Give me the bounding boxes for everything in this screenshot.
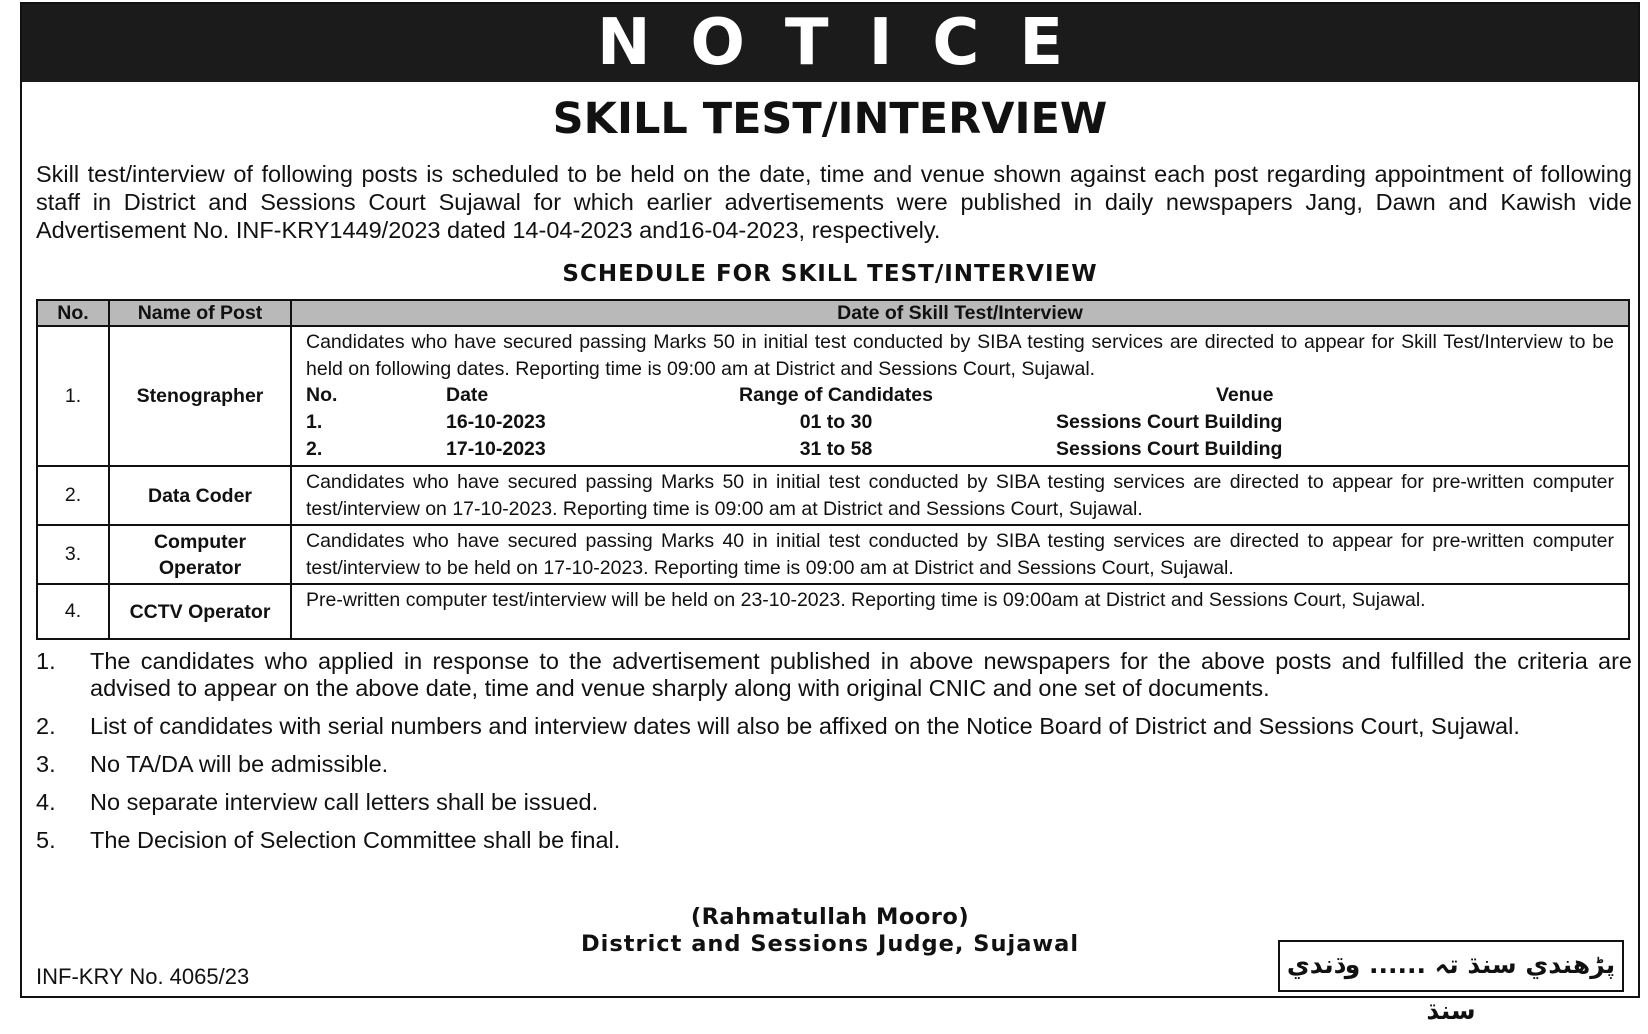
header-no: No. bbox=[37, 300, 109, 326]
note-number: 4. bbox=[36, 789, 56, 815]
table-row bbox=[37, 326, 1629, 466]
sub-header-venue: Venue bbox=[1216, 384, 1274, 406]
sub-schedule-row bbox=[306, 436, 1614, 463]
sub-header-range: Range of Candidates bbox=[739, 384, 933, 406]
note-number: 3. bbox=[36, 751, 56, 777]
slogan-stamp: پڑهندي سنڌ تہ ...... وڌندي سنڌ bbox=[1278, 940, 1624, 992]
note-text: No TA/DA will be admissible. bbox=[90, 751, 389, 777]
page-title: SKILL TEST/INTERVIEW bbox=[552, 94, 1108, 144]
signatory-name: (Rahmatullah Mooro) bbox=[690, 904, 970, 930]
row-description: Candidates who have secured passing Marks 40 in initial test conducted by SIBA testing services are directed to appear for pre-written computer test/interview to be held on 17-10-2023. Reporting time is 09:00 am at District and Sessions Court, Sujawal. bbox=[291, 525, 1629, 584]
sub-row-no: 2. bbox=[306, 438, 323, 460]
row-post: Stenographer bbox=[109, 326, 291, 466]
row-no: 2. bbox=[37, 466, 109, 525]
sub-row-date: 16-10-2023 bbox=[446, 411, 546, 433]
row-no: 4. bbox=[37, 584, 109, 639]
row-no: 3. bbox=[37, 525, 109, 584]
row-description bbox=[291, 326, 1629, 466]
reference-number: INF-KRY No. 4065/23 bbox=[36, 964, 250, 989]
intro-paragraph: Skill test/interview of following posts is scheduled to be held on the date, time and venue shown against each post regarding appointment of following staff in District and Sessions Court Sujawal for which earlier advertisements were published in daily newspapers Jang, Dawn and Kawish vide Advertisement No. INF-KRY1449/2023 dated 14-04-2023 and16-04-2023, respectively. bbox=[36, 161, 1632, 243]
sub-row-no: 1. bbox=[306, 411, 323, 433]
note-number: 5. bbox=[36, 827, 56, 853]
sub-schedule-row bbox=[306, 409, 1614, 436]
sub-row-venue: Sessions Court Building bbox=[1056, 438, 1283, 460]
row-post: Computer Operator bbox=[109, 525, 291, 584]
row-post: CCTV Operator bbox=[109, 584, 291, 639]
header-post: Name of Post bbox=[109, 300, 291, 326]
sub-row-range: 01 to 30 bbox=[799, 411, 873, 433]
table-header-row bbox=[37, 300, 1629, 326]
signatory-designation: District and Sessions Judge, Sujawal bbox=[580, 931, 1080, 957]
sub-header-no: No. bbox=[306, 384, 338, 406]
row-no: 1. bbox=[37, 326, 109, 466]
table-row bbox=[37, 466, 1629, 525]
note-number: 1. bbox=[36, 648, 56, 674]
note-text: The Decision of Selection Committee shall be final. bbox=[90, 827, 621, 853]
header-date: Date of Skill Test/Interview bbox=[291, 300, 1629, 326]
list-item bbox=[36, 789, 1632, 816]
sub-header-date: Date bbox=[446, 384, 489, 406]
row-description: Candidates who have secured passing Marks 50 in initial test conducted by SIBA testing services are directed to appear for pre-written computer test/interview on 17-10-2023. Reporting time is 09:00 am at District and Sessions Court, Sujawal. bbox=[291, 466, 1629, 525]
sub-row-venue: Sessions Court Building bbox=[1056, 411, 1283, 433]
schedule-table bbox=[36, 299, 1630, 640]
row-description: Pre-written computer test/interview will be held on 23-10-2023. Reporting time is 09:00am at District and Sessions Court, Sujawal. bbox=[291, 584, 1629, 639]
table-row bbox=[37, 584, 1629, 639]
schedule-title: SCHEDULE FOR SKILL TEST/INTERVIEW bbox=[562, 261, 1098, 287]
row-post: Data Coder bbox=[109, 466, 291, 525]
sub-schedule-header bbox=[306, 382, 1614, 409]
list-item bbox=[36, 713, 1632, 740]
note-text: List of candidates with serial numbers and interview dates will also be affixed on the Notice Board of District and Sessions Court, Sujawal. bbox=[90, 713, 1520, 739]
note-text: No separate interview call letters shall be issued. bbox=[90, 789, 599, 815]
banner-title: NOTICE bbox=[596, 6, 1104, 80]
note-text: The candidates who applied in response to the advertisement published in above newspapers for the above posts and fulfilled the criteria are advised to appear on the above date, time and venue sharply along with original CNIC and one set of documents. bbox=[90, 648, 1632, 701]
sub-row-range: 31 to 58 bbox=[799, 438, 873, 460]
notice-banner bbox=[22, 4, 1638, 82]
list-item bbox=[36, 648, 1632, 702]
row-description-text: Candidates who have secured passing Marks 50 in initial test conducted by SIBA testing services are directed to appear for Skill Test/Interview to be held on following dates. Reporting time is 09:00 am at District and Sessions Court, Sujawal. bbox=[306, 331, 1614, 380]
list-item bbox=[36, 827, 1632, 854]
table-row bbox=[37, 525, 1629, 584]
note-number: 2. bbox=[36, 713, 56, 739]
notes-list bbox=[36, 648, 1632, 865]
list-item bbox=[36, 751, 1632, 778]
sub-row-date: 17-10-2023 bbox=[446, 438, 546, 460]
